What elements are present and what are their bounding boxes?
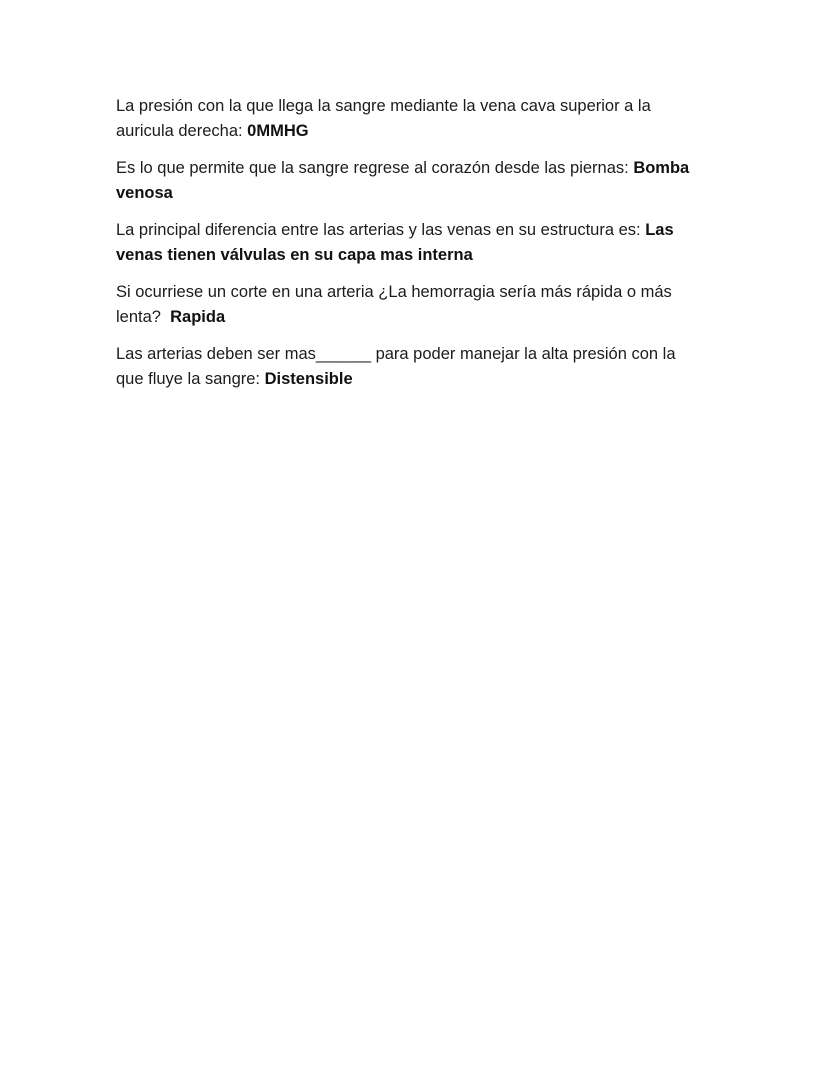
qa-paragraph bbox=[116, 280, 704, 330]
qa-paragraph bbox=[116, 94, 704, 144]
question-text: Es lo que permite que la sangre regrese al corazón desde las piernas: bbox=[116, 159, 634, 177]
answer-text: Las venas tienen válvulas en su capa mas interna bbox=[116, 221, 679, 264]
question-text: Si ocurriese un corte en una arteria ¿La hemorragia sería más rápida o más lenta? bbox=[116, 283, 677, 326]
text-block bbox=[116, 94, 704, 404]
qa-paragraph bbox=[116, 342, 704, 392]
qa-paragraph bbox=[116, 218, 704, 268]
answer-text: Rapida bbox=[170, 308, 226, 326]
answer-text: Bomba venosa bbox=[116, 159, 694, 202]
qa-paragraph bbox=[116, 156, 704, 206]
question-text: La presión con la que llega la sangre mediante la vena cava superior a la auricula derecha: bbox=[116, 97, 656, 140]
answer-text: Distensible bbox=[264, 370, 353, 388]
question-text: Las arterias deben ser mas______ para poder manejar la alta presión con la que fluye la sangre: bbox=[116, 345, 681, 388]
question-text: La principal diferencia entre las arterias y las venas en su estructura es: bbox=[116, 221, 646, 239]
answer-text: 0MMHG bbox=[247, 122, 309, 140]
